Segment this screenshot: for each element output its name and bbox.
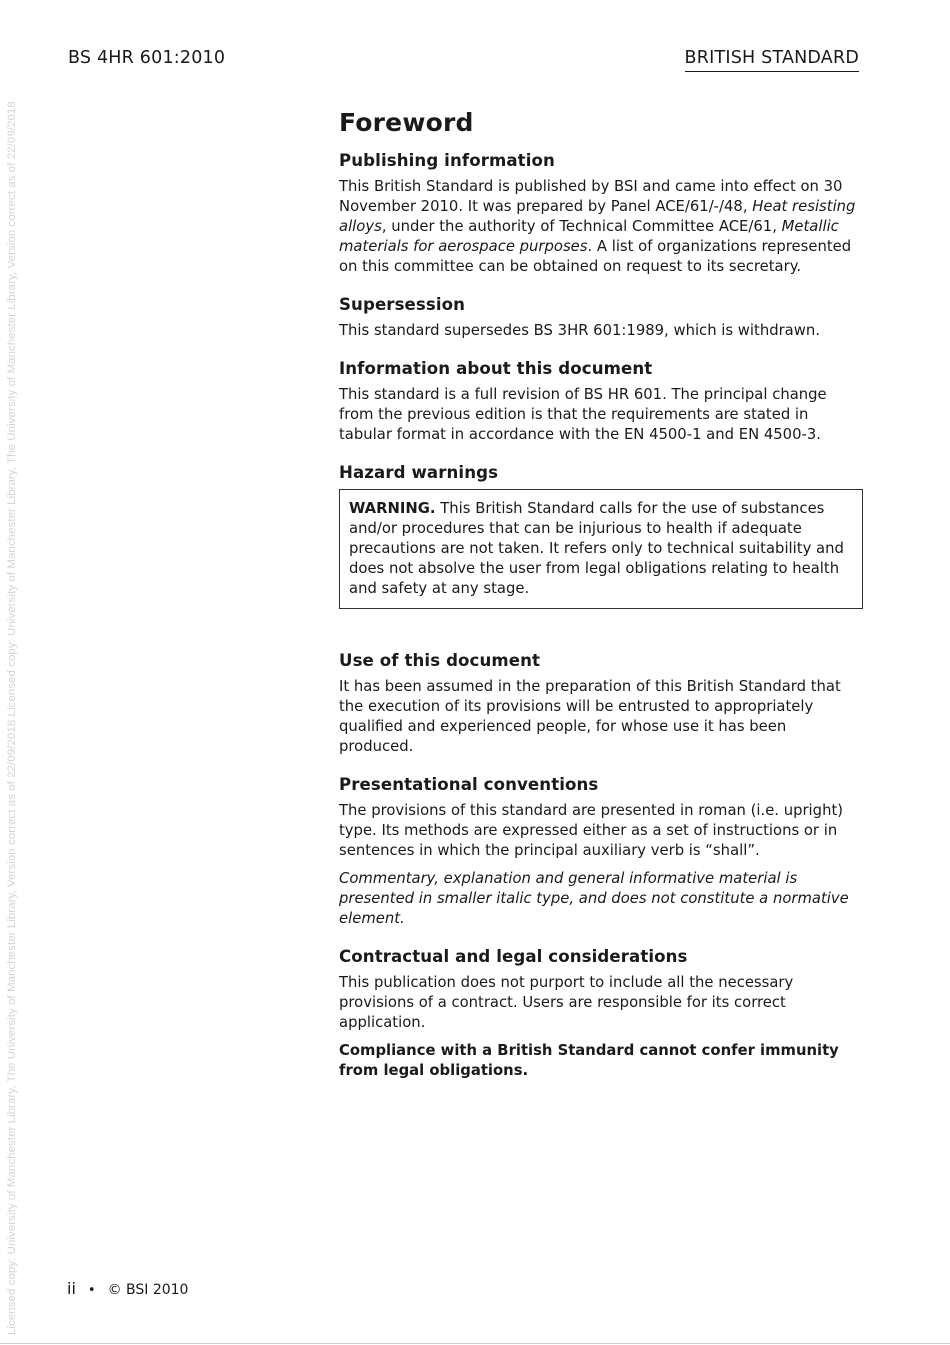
license-watermark: Licensed copy: University of Manchester Library, The University of Manchester Library, Version correct as of 22/09/2018 Licensed copy: University of Manchester Library, The University of Manchester Library, Version correct as of 22/09/2018: [6, 101, 18, 1335]
panel-name: Heat resisting alloys: [339, 198, 856, 235]
contractual-section: [339, 947, 863, 1081]
warning-box: [339, 489, 863, 609]
publishing-heading: Publishing information: [339, 151, 555, 170]
copyright: © BSI 2010: [107, 1282, 189, 1298]
page-number: ii: [67, 1279, 76, 1298]
page-footer: [67, 1279, 188, 1298]
foreword-content: [339, 108, 863, 1099]
page-title: Foreword: [339, 108, 474, 137]
supersession-section: [339, 295, 863, 341]
conventions-text: The provisions of this standard are presented in roman (i.e. upright) type. Its methods are expressed either as a set of instructions or in sentences in which the principal auxiliary verb is “shall”.: [339, 802, 844, 859]
publishing-text-1: This British Standard is published by BSI and came into effect on 30 November 2010. It was prepared by Panel ACE/61/-/48,: [339, 178, 843, 215]
warning-text: [349, 499, 853, 599]
publishing-text-2: , under the authority of Technical Committee ACE/61,: [381, 218, 782, 235]
conventions-section: [339, 775, 863, 929]
publishing-text-3: . A list of organizations represented on this committee can be obtained on request to its secretary.: [339, 238, 852, 275]
contractual-text: This publication does not purport to include all the necessary provisions of a contract. Users are responsible for its correct application.: [339, 974, 794, 1031]
hazard-heading: Hazard warnings: [339, 463, 499, 482]
use-heading: Use of this document: [339, 651, 541, 670]
supersession-text: This standard supersedes BS 3HR 601:1989, which is withdrawn.: [339, 322, 820, 339]
contractual-heading: Contractual and legal considerations: [339, 947, 688, 966]
supersession-heading: Supersession: [339, 295, 466, 314]
conventions-heading: Presentational conventions: [339, 775, 599, 794]
bullet-icon: •: [87, 1283, 96, 1298]
compliance-statement: Compliance with a British Standard cannot confer immunity from legal obligations.: [339, 1042, 839, 1079]
warning-label: WARNING.: [349, 500, 436, 517]
use-section: [339, 651, 863, 757]
publishing-text: [339, 177, 863, 277]
committee-name: Metallic materials for aerospace purposes: [339, 218, 839, 255]
header-brand: BRITISH STANDARD: [685, 48, 859, 72]
use-text: It has been assumed in the preparation of this British Standard that the execution of its provisions will be entrusted to appropriately qualified and experienced people, for whose use it has been produced.: [339, 678, 841, 755]
information-heading: Information about this document: [339, 359, 653, 378]
information-section: [339, 359, 863, 445]
hazard-section: [339, 463, 863, 609]
commentary-text: Commentary, explanation and general informative material is presented in smaller italic type, and does not constitute a normative element.: [339, 870, 849, 927]
document-id: BS 4HR 601:2010: [68, 48, 226, 68]
warning-body: This British Standard calls for the use of substances and/or procedures that can be injurious to health if adequate precautions are not taken. It refers only to technical suitability and does not absolve the user from legal obligations relating to health and safety at any stage.: [349, 500, 844, 597]
information-text: This standard is a full revision of BS HR 601. The principal change from the previous edition is that the requirements are stated in tabular format in accordance with the EN 4500-1 and EN 4500-3.: [339, 386, 827, 443]
publishing-section: [339, 151, 863, 277]
page-edge-divider: [0, 1343, 950, 1344]
